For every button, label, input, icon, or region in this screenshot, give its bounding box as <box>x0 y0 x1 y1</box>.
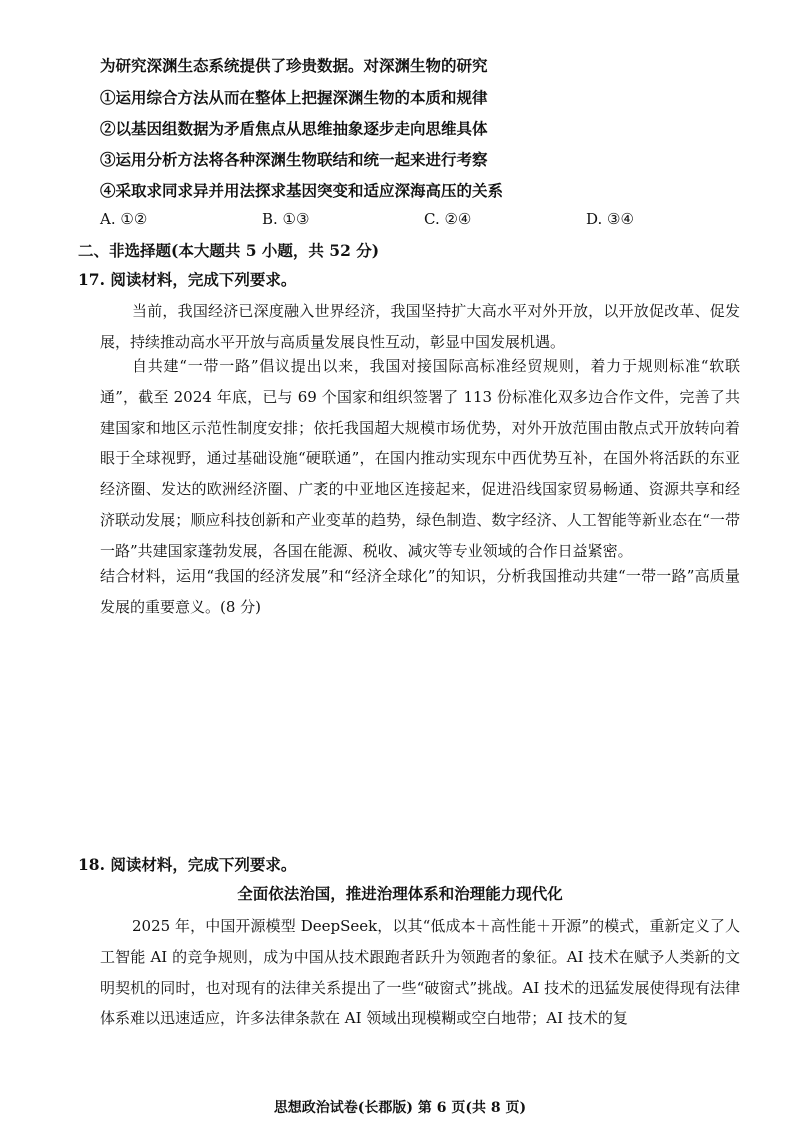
q18-intro: 18. 阅读材料，完成下列要求。 <box>78 855 297 874</box>
q17-paragraph-2: 自共建“一带一路”倡议提出以来，我国对接国际高标准经贸规则，着力于规则标准“软联通”，截至 2024 年底，已与 69 个国家和组织签署了 113 份标准化双多边合作文件，完善了共建国家和地区示范性制度安排；依托我国超大规模市场优势，对外开放范围由散点式开放转向着眼于全球视野，通过基础设施“硬联通”，在国内推动实现东中西优势互补，在国外将活跃的东亚经济圈、发达的欧洲经济圈、广袤的中亚地区连接起来，促进沿线国家贸易畅通、资源共享和经济联动发展；顺应科技创新和产业变革的趋势，绿色制造、数字经济、人工智能等新业态在“一带一路”共建国家蓬勃发展，各国在能源、税收、减灾等专业领域的合作日益紧密。 <box>100 357 740 560</box>
q17-intro: 17. 阅读材料，完成下列要求。 <box>78 270 297 289</box>
q16-option-a: A. ①② <box>100 210 148 228</box>
q16-option-d: D. ③④ <box>586 210 634 228</box>
q17-task: 结合材料，运用“我国的经济发展”和“经济全球化”的知识，分析我国推动共建“一带一路”高质量发展的重要意义。(8 分) <box>100 567 740 616</box>
q18-title: 全面依法治国，推进治理体系和治理能力现代化 <box>237 884 563 903</box>
q17-paragraph-1: 当前，我国经济已深度融入世界经济，我国坚持扩大高水平对外开放，以开放促改革、促发展，持续推动高水平开放与高质量发展良性互动，彰显中国发展机遇。 <box>100 302 740 351</box>
q16-statement-1: ①运用综合方法从而在整体上把握深渊生物的本质和规律 <box>100 88 488 107</box>
section-heading: 二、非选择题(本大题共 5 小题，共 52 分) <box>78 241 380 260</box>
q16-statement-4: ④采取求同求异并用法探求基因突变和适应深海高压的关系 <box>100 181 504 200</box>
page-footer: 思想政治试卷(长郡版) 第 6 页(共 8 页) <box>273 1100 527 1116</box>
q16-options <box>100 210 740 234</box>
q16-statement-2: ②以基因组数据为矛盾焦点从思维抽象逐步走向思维具体 <box>100 119 488 138</box>
q16-option-c: C. ②④ <box>424 210 472 228</box>
q16-stem-end: 为研究深渊生态系统提供了珍贵数据。对深渊生物的研究 <box>100 56 488 75</box>
q18-paragraph-1: 2025 年，中国开源模型 DeepSeek，以其“低成本＋高性能＋开源”的模式，重新定义了人工智能 AI 的竞争规则，成为中国从技术跟跑者跃升为领跑者的象征。AI 技术在赋予人类新的文明契机的同时，也对现有的法律关系提出了一些“破窗式”挑战。AI 技术的迅猛发展使得现有法律体系难以迅速适应，许多法律条款在 AI 领域出现模糊或空白地带；AI 技术的复 <box>100 917 740 1028</box>
q16-statement-3: ③运用分析方法将各种深渊生物联结和统一起来进行考察 <box>100 150 488 169</box>
q16-option-b: B. ①③ <box>262 210 310 228</box>
